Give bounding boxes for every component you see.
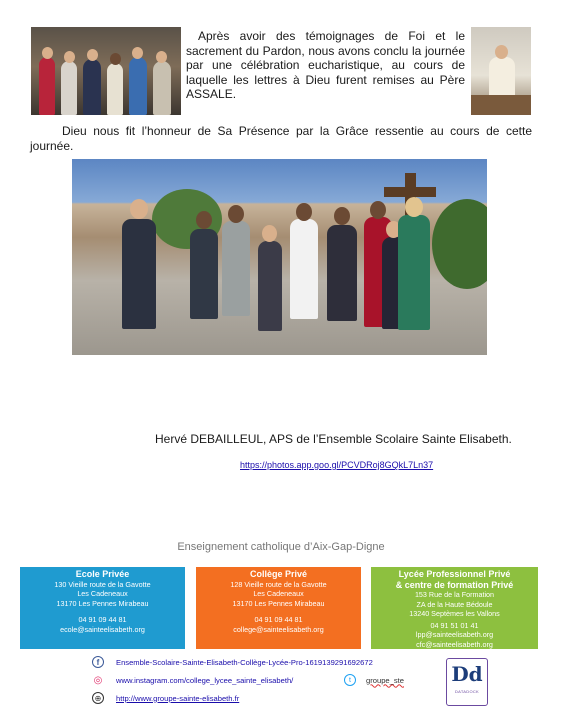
card-ecole-address: Les Cadeneaux [77, 589, 128, 599]
card-ecole-phone: 04 91 09 44 81 [78, 615, 127, 625]
card-lycee-email[interactable]: lpp@sainteelisabeth.org [415, 630, 494, 640]
card-college-title: Collège Privé [249, 569, 308, 579]
social-facebook-row[interactable] [92, 655, 373, 669]
social-website-row[interactable] [92, 691, 239, 705]
card-college-phone: 04 91 09 44 81 [254, 615, 303, 625]
globe-icon[interactable]: ⊕ [92, 692, 104, 704]
instagram-icon[interactable]: ◎ [93, 674, 103, 686]
card-college-email[interactable]: college@sainteelisabeth.org [233, 624, 324, 634]
facebook-icon[interactable]: f [92, 656, 104, 668]
card-college [196, 567, 361, 649]
social-twitter-row[interactable] [344, 673, 404, 687]
facebook-page-link[interactable]: Ensemble-Scolaire-Sainte-Elisabeth-Collège-Lycée-Pro-1619139291692672 [116, 657, 373, 667]
datadock-logo-text: DATADOCK [454, 689, 480, 694]
twitter-icon[interactable]: t [344, 674, 356, 686]
card-lycee-title: Lycée Professionnel Privé [398, 569, 511, 579]
card-lycee-phone: 04 91 51 01 41 [430, 620, 479, 630]
card-ecole [20, 567, 185, 649]
card-ecole-address: 130 Vieille route de la Gavotte [54, 579, 151, 589]
card-college-address: Les Cadeneaux [253, 589, 304, 599]
card-lycee-address: 13240 Septèmes les Vallons [409, 609, 500, 619]
datadock-logo [446, 658, 488, 706]
card-lycee-pro [371, 567, 538, 649]
signature: Hervé DEBAILLEUL, APS de l’Ensemble Scolaire Sainte Elisabeth. [155, 432, 512, 446]
card-lycee-email-2[interactable]: cfc@sainteelisabeth.org [416, 639, 493, 649]
honor-paragraph: Dieu nous fit l’honneur de Sa Présence par la Grâce ressentie au cours de cette journée. [30, 124, 532, 153]
card-college-address: 128 Vieille route de la Gavotte [230, 579, 327, 589]
photo-priest [471, 27, 531, 115]
social-instagram-row[interactable] [92, 673, 293, 687]
card-college-address: 13170 Les Pennes Mirabeau [232, 598, 325, 608]
website-link[interactable]: http://www.groupe-sainte-elisabeth.fr [116, 693, 240, 703]
card-ecole-title: Ecole Privée [75, 569, 130, 579]
card-ecole-address: 13170 Les Pennes Mirabeau [56, 598, 149, 608]
datadock-logo-mark: Dd [451, 662, 483, 686]
card-lycee-title-2: & centre de formation Privé [395, 579, 514, 590]
photo-assembly [31, 27, 181, 115]
photos-album-link[interactable]: https://photos.app.goo.gl/PCVDRoj8GQkL7Ln37 [240, 460, 434, 470]
card-lycee-address: 153 Rue de la Formation [414, 590, 495, 599]
instagram-link[interactable]: www.instagram.com/college_lycee_sainte_elisabeth/ [116, 675, 294, 685]
twitter-handle[interactable]: groupe_ste [366, 675, 404, 685]
diocese-title: Enseignement catholique d’Aix-Gap-Digne [177, 541, 385, 553]
photo-group-cross [72, 159, 487, 355]
card-ecole-email[interactable]: ecole@sainteelisabeth.org [60, 624, 145, 634]
intro-paragraph: Après avoir des témoignages de Foi et le sacrement du Pardon, nous avons conclu la journée par une célébration eucharistique, au cours de laquelle les lettres à Dieu furent remises au Père ASSALE. [186, 29, 465, 101]
card-lycee-address: ZA de la Haute Bédoule [416, 599, 493, 609]
